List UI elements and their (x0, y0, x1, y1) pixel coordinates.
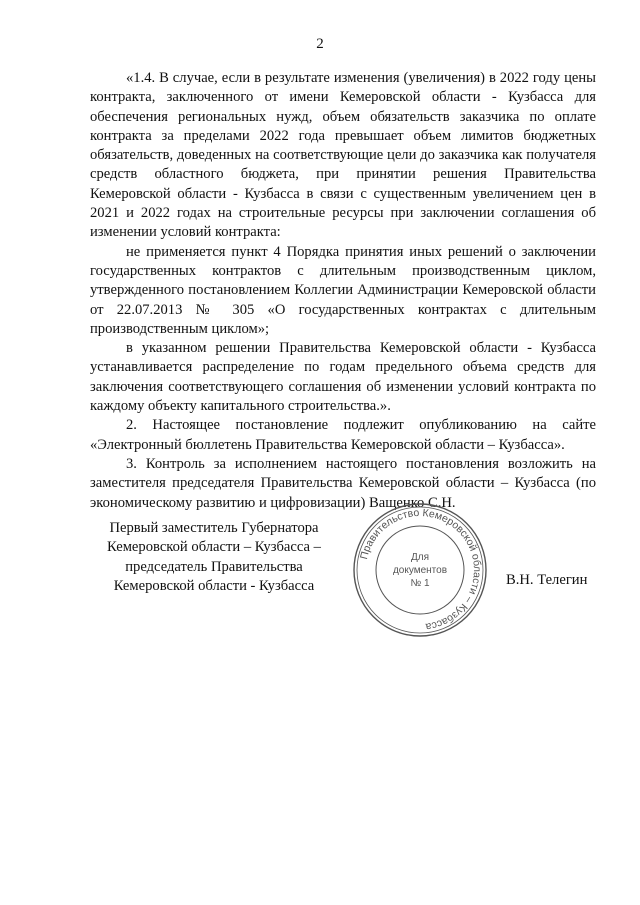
signatory-line-3: председатель Правительства (125, 558, 303, 575)
signatory-line-4: Кемеровской области - Кузбасса (113, 577, 315, 594)
stamp-ring-text: Правительство Кемеровской области – Кузбасса (358, 506, 484, 633)
official-stamp (350, 500, 490, 640)
paragraph-3: 3. Контроль за исполнением настоящего постановления возложить на заместителя председателя Правительства Кемеровской области – Кузбасса (по экономическому развитию и цифровизации) Ващенко С.Н. (90, 455, 596, 511)
document-body (90, 69, 596, 513)
paragraph-1-4: «1.4. В случае, если в результате изменения (увеличения) в 2022 году цены контракта, заключенного от имени Кемеровской области - Кузбасса для обеспечения региональных нужд, объем обязательств заказчика по оплате контракта за пределами 2022 года превышает объем лимитов бюджетных обязательств, доведенных на соответствующие цели до заказчика как получателя средств областного бюджета, при принятии решения Правительства Кемеровской области - Кузбасса в связи с существенным увеличением цен в 2021 и 2022 годах на строительные ресурсы при заключении соглашения об изменении условий контракта: (90, 70, 596, 241)
stamp-center-line-2: документов (392, 565, 448, 576)
stamp-center-line-1: Для (410, 552, 430, 563)
paragraph-2: 2. Настоящее постановление подлежит опубликованию на сайте «Электронный бюллетень Правительства Кемеровской области – Кузбасса». (90, 417, 596, 453)
signatory-line-1: Первый заместитель Губернатора (109, 520, 319, 536)
signatory-position (84, 519, 344, 596)
signatory-line-2: Кемеровской области – Кузбасса – (107, 539, 321, 556)
stamp-center-line-3: № 1 (410, 578, 430, 589)
paragraph-exception-1: не применяется пункт 4 Порядка принятия иных решений о заключении государственных контрактов с длительным производственным циклом, утвержденного постановлением Коллегии Администрации Кемеровской области от 22.07.2013 № 305 «О государственных контрактах с длительным производственным циклом»; (90, 243, 596, 337)
stamp-graphic (350, 500, 490, 640)
paragraph-exception-2: в указанном решении Правительства Кемеровской области - Кузбасса устанавливается распределение по годам предельного объема средств для заключения соответствующего соглашения об изменении условий контракта по каждому объекту капитального строительства.». (90, 340, 596, 415)
signatory-name: В.Н. Телегин (506, 572, 588, 588)
page-number: 2 (316, 36, 324, 52)
